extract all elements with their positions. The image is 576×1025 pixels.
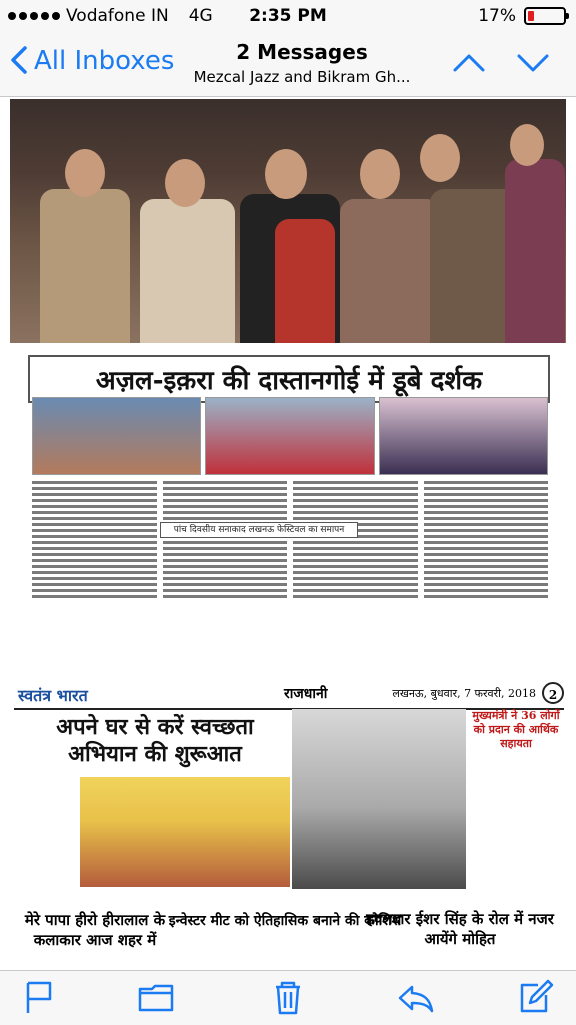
- article-body: [32, 477, 548, 667]
- dateline: लखनऊ, बुधवार, 7 फरवरी, 2018: [392, 687, 536, 700]
- headline-cleanliness: अपने घर से करें स्वच्छता अभियान की शुरूआत: [56, 714, 254, 767]
- thread-header: [172, 40, 432, 86]
- flag-button[interactable]: [20, 977, 60, 1017]
- headline-investor-meet: इन्वेस्टर मीट को ऐतिहासिक बनाने की कोशिश: [168, 913, 402, 929]
- network-type: 4G: [188, 6, 213, 26]
- battery-percent: 17%: [478, 6, 516, 26]
- folder-icon: [136, 977, 176, 1017]
- festival-caption: पांच दिवसीय सनाकाद लखनऊ फेस्टिवल का समापन: [160, 522, 358, 538]
- status-bar: [0, 0, 576, 34]
- reply-button[interactable]: [396, 977, 436, 1017]
- newspaper-page-header: [14, 684, 564, 710]
- page-title: 2 Messages: [236, 40, 368, 64]
- headline-hero-hiralal: मेरे पापा हीरो हीरालाल के कलाकार आज शहर में: [24, 911, 166, 949]
- compose-icon: [516, 977, 556, 1017]
- back-button[interactable]: [10, 46, 174, 76]
- trash-button[interactable]: [268, 977, 308, 1017]
- bottom-toolbar: [0, 970, 576, 1025]
- navigation-bar: [0, 34, 576, 97]
- chevron-up-icon: [452, 50, 486, 76]
- headline-mohit: हवलदार ईशर सिंह के रोल में नजर आयेंगे मोहित: [366, 910, 554, 948]
- flag-icon: [20, 977, 60, 1017]
- inauguration-photo: [292, 709, 466, 889]
- masthead: स्वतंत्र भारत: [18, 686, 88, 705]
- compose-button[interactable]: [516, 977, 556, 1017]
- headline-top: अज़ल-इक़रा की दास्तानगोई में डूबे दर्शक: [28, 355, 550, 403]
- section-name: राजधानी: [284, 686, 328, 702]
- previous-message-button[interactable]: [452, 50, 486, 76]
- carrier-name: Vodafone IN: [66, 6, 169, 26]
- sidebar-headline: मुख्यमंत्री ने 36 लोगों को प्रदान की आर्थिक सहायता: [472, 709, 560, 750]
- trash-icon: [268, 977, 308, 1017]
- move-to-folder-button[interactable]: [136, 977, 176, 1017]
- reply-icon: [396, 977, 436, 1017]
- thread-subject: Mezcal Jazz and Bikram Gh...: [193, 68, 411, 86]
- chevron-down-icon: [516, 50, 550, 76]
- cleanliness-photo: [80, 777, 290, 887]
- back-label: All Inboxes: [34, 46, 175, 76]
- page-number: 2: [542, 682, 564, 704]
- next-message-button[interactable]: [516, 50, 550, 76]
- chevron-left-icon: [10, 46, 28, 76]
- battery-icon: [524, 7, 566, 25]
- clock: 2:35 PM: [249, 6, 327, 26]
- event-photo: [10, 99, 566, 343]
- battery-group: [478, 6, 566, 26]
- message-attachment-image[interactable]: [0, 97, 576, 970]
- cm-sidebar: [470, 709, 562, 899]
- photo-strip: [32, 397, 548, 475]
